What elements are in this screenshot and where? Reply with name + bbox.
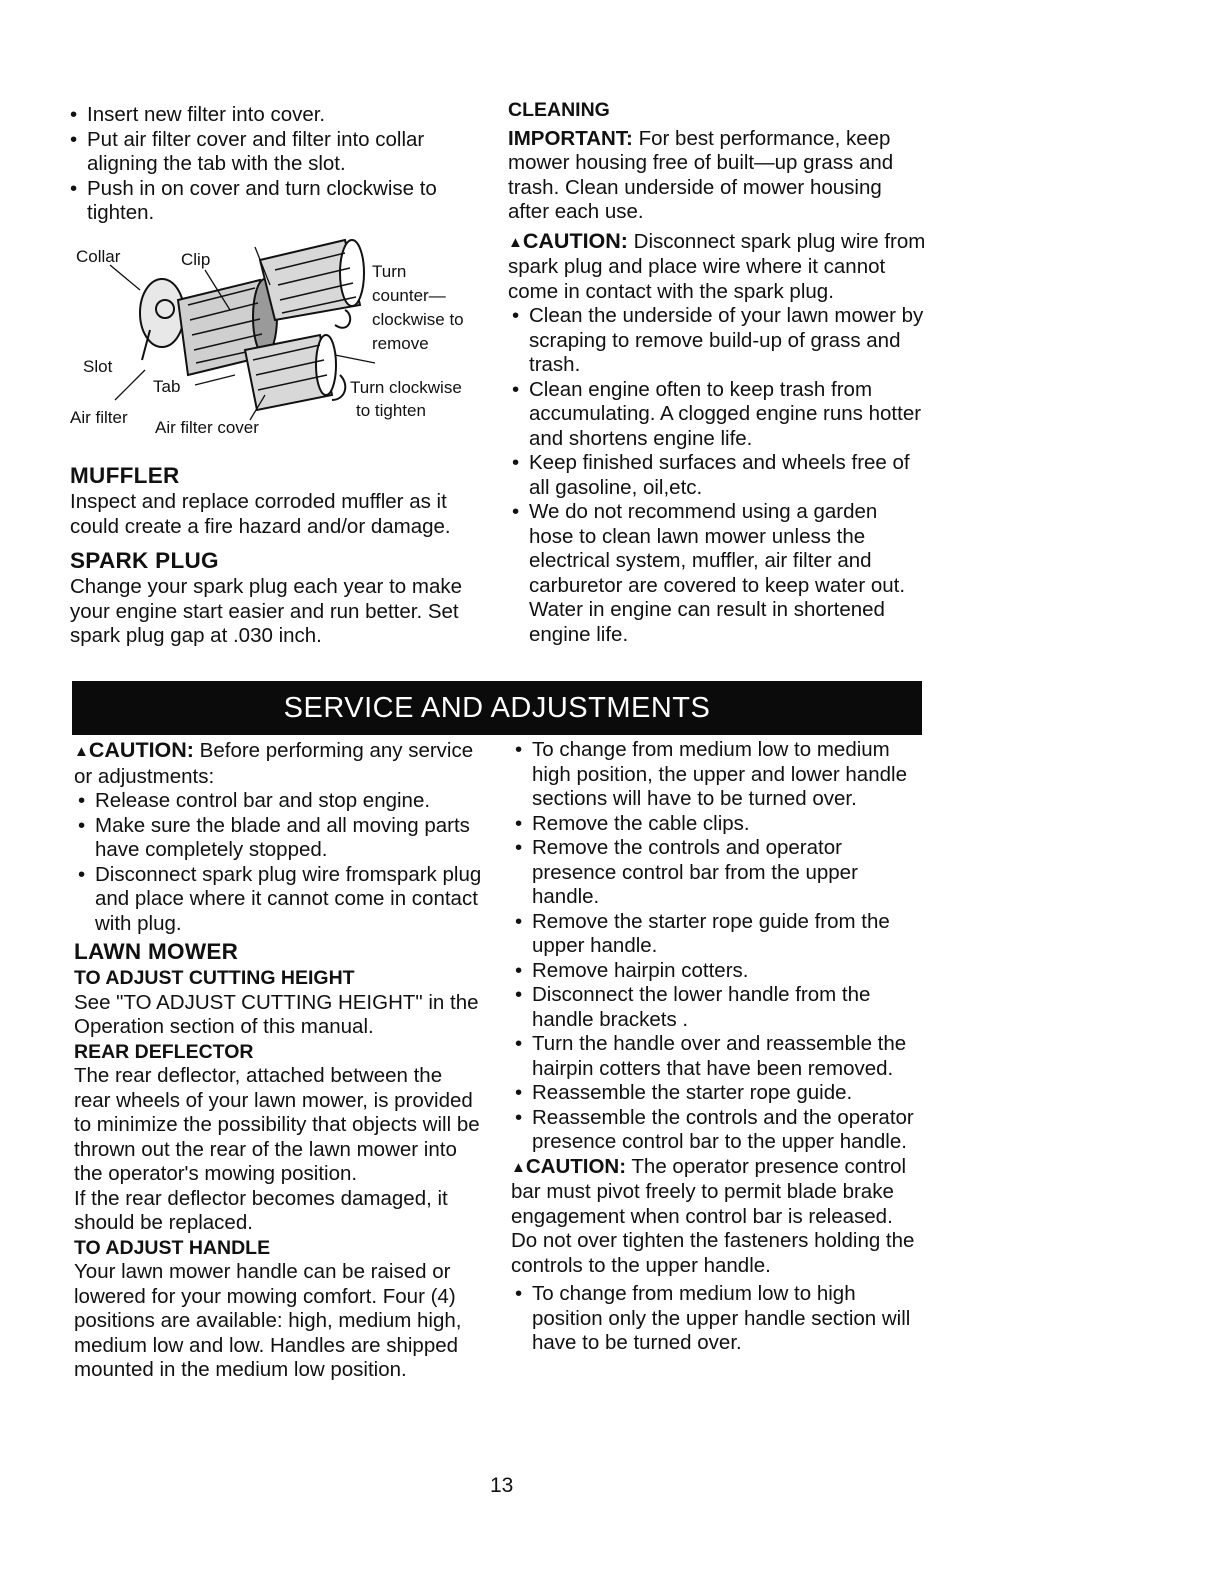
section-banner: SERVICE AND ADJUSTMENTS bbox=[72, 681, 922, 735]
cleaning-bullets bbox=[508, 304, 926, 647]
cleaning-caution bbox=[508, 229, 926, 305]
list-item: • Make sure the blade and all moving parts have completely stopped. bbox=[74, 814, 482, 863]
air-filter-cover-label: Air filter cover bbox=[155, 418, 259, 437]
cleaning-section bbox=[508, 98, 926, 647]
collar-label: Collar bbox=[76, 247, 121, 266]
left-top-column bbox=[66, 103, 466, 226]
list-item: • Push in on cover and turn clockwise to tighten. bbox=[66, 177, 466, 226]
lawn-mower-heading: LAWN MOWER bbox=[74, 939, 239, 964]
turn-ccw-label-4: remove bbox=[372, 334, 429, 353]
turn-ccw-label-3: clockwise to bbox=[372, 310, 464, 329]
service-caution bbox=[74, 738, 482, 789]
list-item: • We do not recommend using a garden hose to clean lawn mower unless the electrical system, muffler, air filter and carburetor are covered to keep water out. Water in engine can result in shortened engine life. bbox=[508, 500, 926, 647]
cutting-height-text: See "TO ADJUST CUTTING HEIGHT" in the Operation section of this manual. bbox=[74, 990, 479, 1038]
list-item: • Remove the controls and operator presence control bar from the upper handle. bbox=[511, 836, 921, 910]
cleaning-heading: CLEANING bbox=[508, 99, 610, 121]
handle-steps-section bbox=[511, 738, 921, 1356]
muffler-text: Inspect and replace corroded muffler as it could create a fire hazard and/or damage. bbox=[70, 490, 451, 538]
adjust-handle-text: Your lawn mower handle can be raised or lowered for your mowing comfort. Four (4) positions are available: high, medium high, medium low and low. Handles are shipped mounted in the medium low position. bbox=[74, 1260, 462, 1381]
list-item: • Insert new filter into cover. bbox=[66, 103, 466, 128]
reassembly-steps-list bbox=[66, 103, 466, 226]
turn-cw-label-2: to tighten bbox=[356, 401, 426, 420]
turn-ccw-label-2: counter— bbox=[372, 286, 446, 305]
important-note bbox=[508, 127, 926, 225]
muffler-sparkplug-section bbox=[70, 462, 480, 649]
rear-deflector-damage-text: If the rear deflector becomes damaged, it should be replaced. bbox=[74, 1186, 448, 1234]
rear-deflector-text: The rear deflector, attached between the rear wheels of your lawn mower, is provided to minimize the possibility that objects will be thrown out the rear of the lawn mower into the operator's mowing position. bbox=[74, 1064, 480, 1185]
cutting-height-heading: TO ADJUST CUTTING HEIGHT bbox=[74, 967, 355, 989]
list-item: • Reassemble the controls and the operator presence control bar to the upper handle. bbox=[511, 1106, 921, 1155]
handle-caution bbox=[511, 1155, 921, 1279]
caution-text: Disconnect spark plug wire from spark plug and place wire where it cannot come in contact with the spark plug. bbox=[508, 229, 926, 303]
list-item: • Disconnect the lower handle from the handle brackets . bbox=[511, 983, 921, 1032]
list-item: • Reassemble the starter rope guide. bbox=[511, 1081, 921, 1106]
caution-text: The operator presence control bar must pivot freely to permit blade brake engagement when control bar is released. Do not over tighten the fasteners holding the controls to the upper handle. bbox=[511, 1154, 915, 1277]
caution-label: CAUTION: bbox=[525, 1154, 627, 1178]
caution-text: Before performing any service or adjustments: bbox=[74, 739, 474, 788]
tab-label: Tab bbox=[153, 377, 181, 396]
rear-deflector-heading: REAR DEFLECTOR bbox=[74, 1040, 254, 1063]
service-section bbox=[74, 738, 482, 1383]
warning-triangle-icon: ▲ bbox=[511, 1158, 526, 1176]
list-item: • Clean engine often to keep trash from accumulating. A clogged engine runs hotter and shortens engine life. bbox=[508, 378, 926, 452]
muffler-heading: MUFFLER bbox=[70, 463, 180, 488]
list-item: • To change from medium low to medium high position, the upper and lower handle sections will have to be turned over. bbox=[511, 738, 921, 812]
page-number: 13 bbox=[490, 1474, 514, 1497]
adjust-handle-heading: TO ADJUST HANDLE bbox=[74, 1236, 271, 1259]
list-item: • Put air filter cover and filter into collar aligning the tab with the slot. bbox=[66, 128, 466, 177]
list-item: • Keep finished surfaces and wheels free of all gasoline, oil,etc. bbox=[508, 451, 926, 500]
list-item: • Disconnect spark plug wire fromspark plug and place where it cannot come in contact with plug. bbox=[74, 863, 482, 937]
turn-ccw-label-1: Turn bbox=[372, 262, 407, 281]
list-item: • Turn the handle over and reassemble the hairpin cotters that have been removed. bbox=[511, 1032, 921, 1081]
air-filter-label: Air filter bbox=[70, 408, 128, 427]
final-step-list bbox=[511, 1282, 921, 1356]
caution-label: CAUTION: bbox=[88, 738, 194, 762]
list-item: • Remove the cable clips. bbox=[511, 812, 921, 837]
caution-label: CAUTION: bbox=[522, 228, 628, 253]
clip-label: Clip bbox=[181, 250, 211, 269]
list-item: • To change from medium low to high position only the upper handle section will have to be turned over. bbox=[511, 1282, 921, 1356]
list-item: • Remove hairpin cotters. bbox=[511, 959, 921, 984]
turn-cw-label-1: Turn clockwise bbox=[350, 378, 462, 397]
handle-steps-list bbox=[511, 738, 921, 1155]
air-filter-diagram bbox=[70, 235, 490, 445]
important-label: IMPORTANT: bbox=[508, 126, 633, 150]
list-item: • Release control bar and stop engine. bbox=[74, 789, 482, 814]
list-item: • Remove the starter rope guide from the upper handle. bbox=[511, 910, 921, 959]
warning-triangle-icon: ▲ bbox=[508, 233, 523, 251]
warning-triangle-icon: ▲ bbox=[74, 743, 89, 760]
spark-plug-text: Change your spark plug each year to make your engine start easier and run better. Set spark plug gap at .030 inch. bbox=[70, 575, 463, 647]
list-item: • Clean the underside of your lawn mower by scraping to remove build-up of grass and trash. bbox=[508, 304, 926, 378]
spark-plug-heading: SPARK PLUG bbox=[70, 548, 219, 573]
important-text: For best performance, keep mower housing free of built—up grass and trash. Clean underside of mower housing after each use. bbox=[508, 126, 894, 223]
service-precautions-list bbox=[74, 789, 482, 936]
slot-label: Slot bbox=[83, 357, 113, 376]
